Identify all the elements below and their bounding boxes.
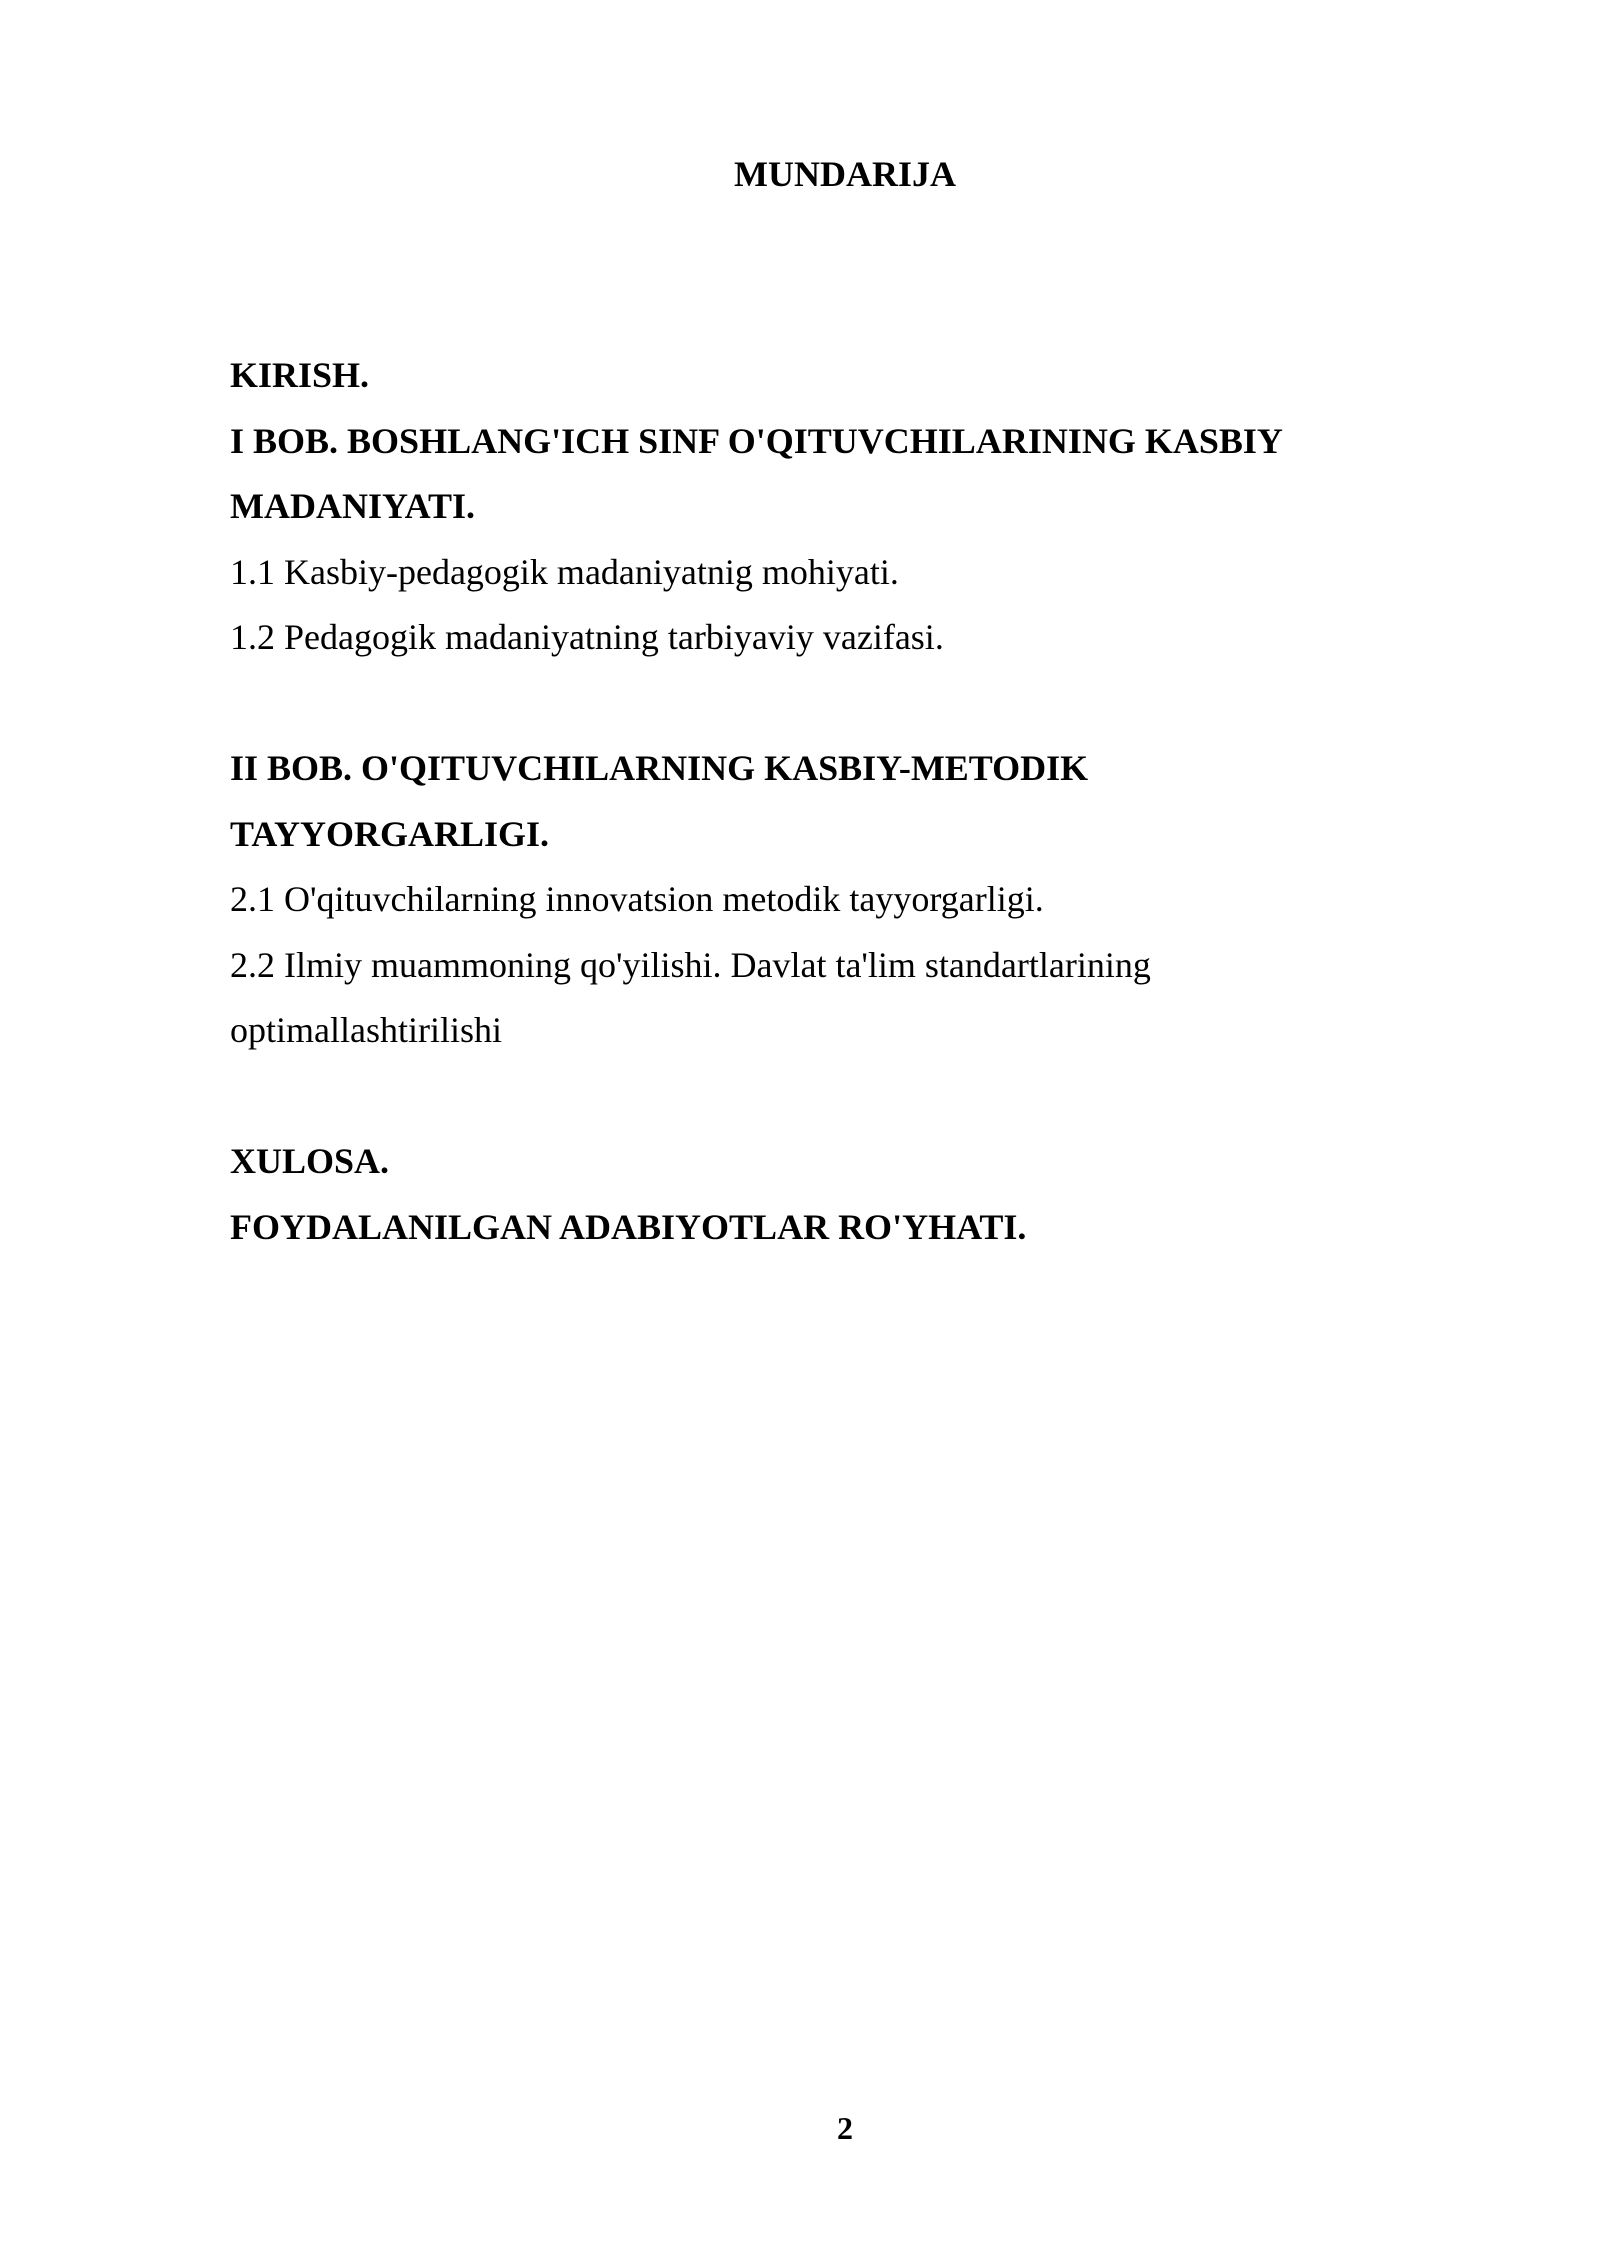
toc-intro[interactable]: KIRISH.: [230, 355, 370, 395]
toc-section-2-2[interactable]: 2.2 Ilmiy muammoning qo'yilishi. Davlat ta'lim standartlarining: [230, 944, 1151, 985]
toc-section-1-2[interactable]: 1.2 Pedagogik madaniyatning tarbiyaviy vazifasi.: [230, 617, 944, 657]
page-number: 2: [837, 2110, 853, 2146]
toc-chapter1-title-continued[interactable]: MADANIYATI.: [230, 486, 476, 526]
toc-conclusion[interactable]: XULOSA.: [230, 1141, 390, 1181]
toc-chapter2-title[interactable]: II BOB. O'QITUVCHILARNING KASBIY-METODIK: [230, 748, 1089, 788]
toc-spacer: [230, 671, 1400, 737]
table-of-contents: [230, 343, 1400, 1260]
toc-section-2-1[interactable]: 2.1 O'qituvchilarning innovatsion metodik tayyorgarligi.: [230, 879, 1044, 919]
toc-chapter2-title-continued[interactable]: TAYYORGARLIGI.: [230, 813, 550, 854]
toc-spacer: [230, 1064, 1400, 1130]
page-title: MUNDARIJA: [734, 154, 956, 194]
toc-chapter1-title[interactable]: I BOB. BOSHLANG'ICH SINF O'QITUVCHILARINING KASBIY: [230, 420, 1283, 461]
toc-references[interactable]: FOYDALANILGAN ADABIYOTLAR RO'YHATI.: [230, 1206, 1027, 1247]
toc-section-1-1[interactable]: 1.1 Kasbiy-pedagogik madaniyatnig mohiyati.: [230, 551, 899, 592]
toc-section-2-2-continued[interactable]: optimallashtirilishi: [230, 1010, 502, 1050]
